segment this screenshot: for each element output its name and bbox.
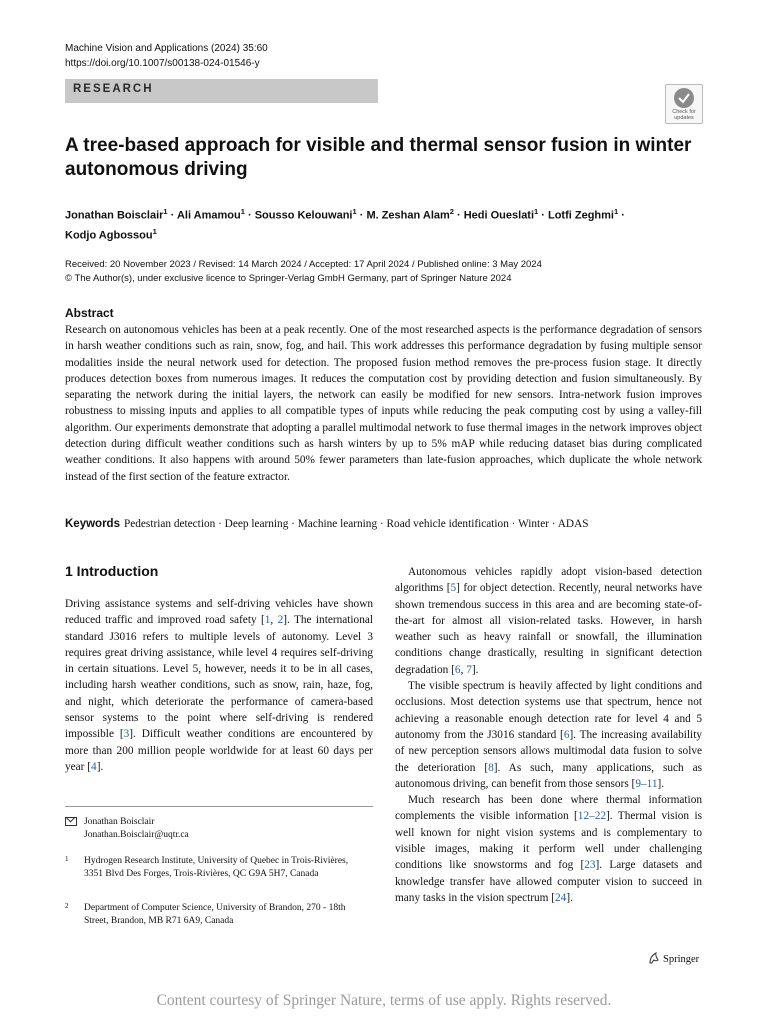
affiliation-text: Department of Computer Science, University of Brandon, 270 - 18th Street, Brandon, MB R71 6A9, Canada [84,903,346,926]
citation-link[interactable]: 12–22 [577,810,607,823]
paper-title: A tree-based approach for visible and thermal sensor fusion in winter autonomous driving [65,135,692,180]
corresponding-author-name: Jonathan Boisclair [84,817,155,827]
keywords [65,516,705,532]
keywords-label: Keywords [65,518,120,530]
abstract-text: Research on autonomous vehicles has been at a peak recently. One of the most researched aspects is the performance degradation of sensors in harsh weather conditions such as rain, snow, fog, and hail. This work addresses this performance degradation by fusing multiple sensor modalities inside the neural network used for detection. The proposed fusion method removes the pre-process fusion stage. It directly produces detection boxes from numerous images. It reduces the computation cost by providing detection and fusion simultaneously. By separating the network during the initial layers, the network can easily be modified for new sensors. Intra-network fusion improves robustness to missing inputs and applies to all compatible types of inputs while reducing the peak computing cost by using a valley-fill algorithm. Our experiments demonstrate that adopting a parallel multimodal network to fuse thermal images in the network improves object detection during difficult weather conditions such as harsh winters by up to 5% mAP while reducing dataset bias during complicated weather conditions. It also happens with around 50% fewer parameters than late-fusion approaches, which duplicate the whole network instead of the first section of the feature extractor. [65,324,702,483]
copyright-notice: © The Author(s), under exclusive licence to Springer-Verlag GmbH Germany, part of Springer Nature 2024 [65,273,512,284]
author-name[interactable]: Sousso Kelouwani [254,209,353,222]
corresponding-author-email[interactable]: Jonathan.Boisclair@uqtr.ca [84,830,189,840]
body-column-right [395,564,702,906]
courtesy-watermark: Content courtesy of Springer Nature, terms of use apply. Rights reserved. [156,992,612,1009]
author-name[interactable]: M. Zeshan Alam [366,209,450,222]
footnote-divider [65,806,373,807]
journal-name: Machine Vision and Applications (2024) 35:60 [65,43,268,54]
body-paragraph: Autonomous vehicles rapidly adopt vision-based detection algorithms [5] for object detection. Recently, neural networks have shown tremendous success in this area and are becoming state-of-the-art for almost all vision-related tasks. However, in harsh weather such as heavy rainfall or snowfall, the illumination conditions change drastically, resulting in significant detection degradation [6, 7]. [395,566,702,676]
citation-link[interactable]: 9–11 [635,777,658,790]
publication-history: Received: 20 November 2023 / Revised: 14 March 2024 / Accepted: 17 April 2024 / Published online: 3 May 2024 [65,259,542,270]
springer-horse-icon [648,952,660,964]
author-affiliation-mark: 1 [152,226,157,236]
author-list: Jonathan Boisclair$^1$ · Ali Amamou$^1$ · Sousso Kelouwani$^1$ · M. Zeshan Alam$^2$ · Hedi Oueslati$^1$ · Lotfi Zeghmi$^1$ · Kodjo Agbossou$^1$ [65,207,625,242]
citation-link[interactable]: 23 [584,859,596,872]
author-name[interactable]: Ali Amamou [176,209,241,222]
author-affiliation-mark: 2 [449,207,454,216]
envelope-icon [65,817,77,826]
check-for-updates-badge[interactable] [665,84,703,124]
abstract-heading: Abstract [65,306,114,320]
author-name[interactable]: Jonathan Boisclair [65,209,164,222]
citation-link[interactable]: 4 [91,760,97,773]
citation-link[interactable]: 5 [450,582,457,595]
citation-link[interactable]: 3 [123,728,130,741]
author-name[interactable]: Kodjo Agbossou [65,229,153,242]
publisher-logo [648,952,699,965]
crossmark-icon [674,88,694,108]
citation-link[interactable]: 6 [563,728,570,741]
body-column-left: Driving assistance systems and self-driving vehicles have shown reduced traffic and improved road safety [1, 2]. The international standard J3016 refers to multiple levels of autonomy. Level 3 requires great driving assistance, while level 4 requires self-driving in certain situations. Level 5, however, needs it to be in all cases, including harsh weather conditions, such as snow, rain, haze, fog, and night, which deteriorate the performance of camera-based sensor systems to the point where self-driving is rendered impossible [3]. Difficult weather conditions are encountered by more than 200 million people worldwide for at least 60 days per year [4]. [65,598,373,773]
author-affiliation-mark: 1 [352,207,357,216]
keywords-list: Pedestrian detection · Deep learning · Machine learning · Road vehicle identification · Winter · ADAS [123,518,589,530]
citation-link[interactable]: 24 [555,891,567,904]
author-affiliation-mark: 1 [240,207,245,216]
publisher-name: Springer [663,954,700,965]
citation-link[interactable]: 2 [277,614,284,627]
affiliation-number: 2 [65,902,69,910]
citation-link[interactable]: 1 [264,614,271,627]
citation-link[interactable]: 6 [454,663,461,676]
citation-link[interactable]: 8 [488,761,494,774]
author-name[interactable]: Hedi Oueslati [463,209,535,222]
publication-dates [65,258,705,286]
affiliation-number: 1 [65,855,69,863]
badge-text: Check for updates [672,109,696,121]
body-paragraph: The visible spectrum is heavily affected by light conditions and occlusions. Most detection systems use that spectrum, hence not achieving a reasonable enough detection rate for level 4 and 5 autonomy from the J3016 standard [6]. The increasing availability of new perception sensors allows multimodal data fusion to solve the deterioration [8]. As such, many applications, such as autonomous driving, can benefit from those sensors [9–11]. [395,680,702,790]
journal-citation [65,41,268,71]
author-name[interactable]: Lotfi Zeghmi [547,209,614,222]
section-heading-introduction: 1 Introduction [65,563,159,579]
author-affiliation-mark: 1 [613,207,619,216]
section-banner [65,79,378,103]
citation-link[interactable]: 7 [466,663,472,676]
author-affiliation-mark: 1 [163,207,168,216]
body-paragraph: Much research has been done where thermal information complements the visible information [12–22]. Thermal vision is well known for night vision systems and is complementary to visible images, making it perform well under challenging conditions like snowstorms and fog [23]. Large datasets and knowledge transfer have allowed computer vision to succeed in many tasks in the vision spectrum [24]. [395,794,702,904]
affiliation-text: Hydrogen Research Institute, University of Quebec in Trois-Rivières, 3351 Blvd Des Forges, Trois-Rivières, QC G9A 5H7, Canada [84,856,349,879]
doi-link[interactable]: https://doi.org/10.1007/s00138-024-01546-y [65,58,260,69]
author-affiliation-mark: 1 [534,207,539,216]
section-label: RESEARCH [73,83,154,95]
